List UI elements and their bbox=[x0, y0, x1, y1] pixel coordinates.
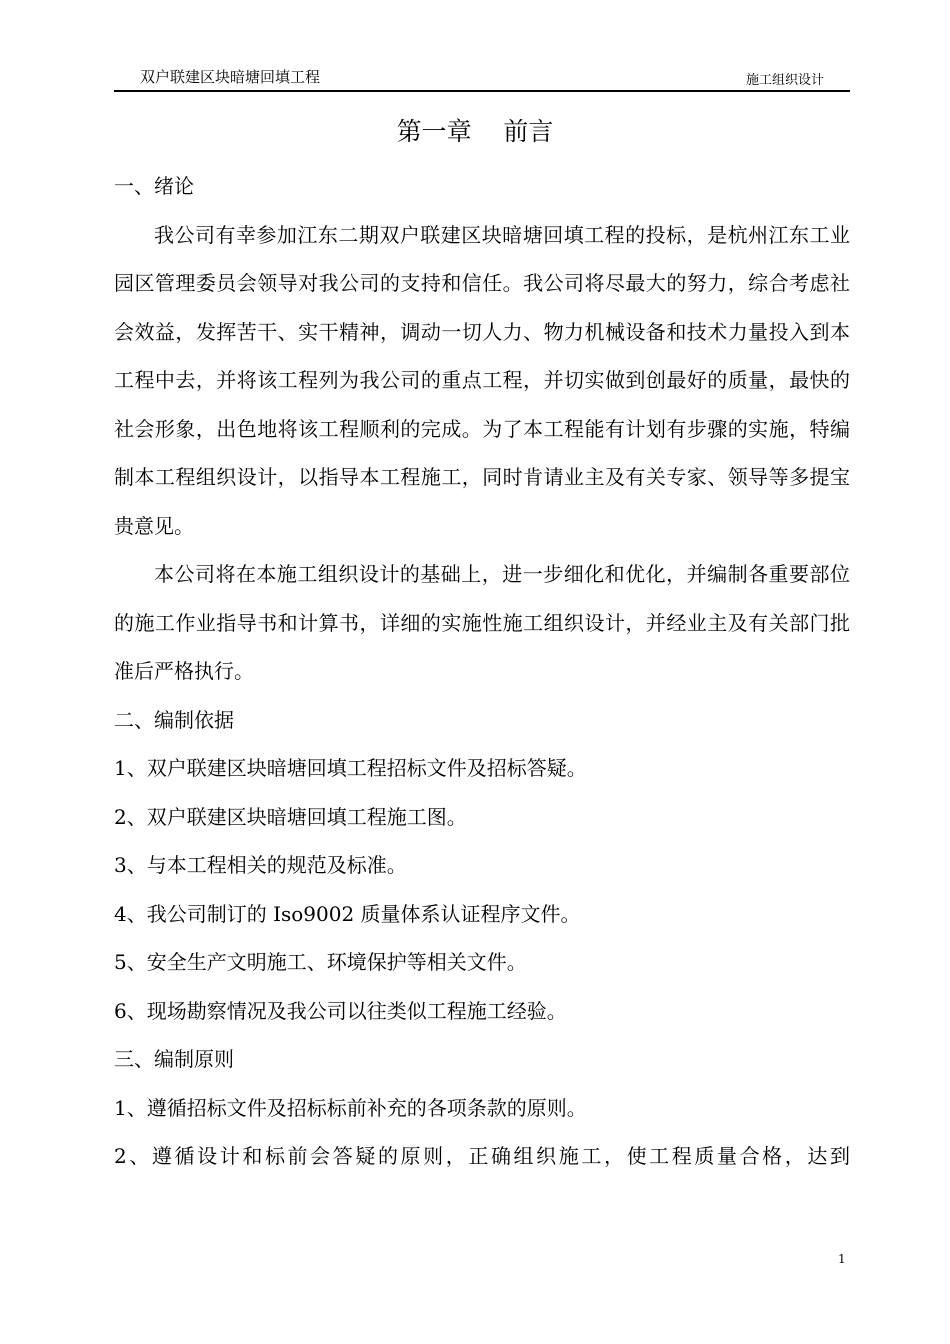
section-heading-principles: 三、编制原则 bbox=[114, 1047, 234, 1071]
intro-paragraph-1: 我公司有幸参加江东二期双户联建区块暗塘回填工程的投标，是杭州江东工业园区管理委员会领导对我公司的支持和信任。我公司将尽最大的努力，综合考虑社会效益，发挥苦干、实干精神，调动一切人力、物力机械设备和技术力量投入到本工程中去，并将该工程列为我公司的重点工程，并切实做到创最好的质量，最快的社会形象，出色地将该工程顺利的完成。为了本工程能有计划有步骤的实施，特编制本工程组织设计，以指导本工程施工，同时肯请业主及有关专家、领导等多提宝贵意见。 bbox=[114, 222, 850, 538]
chapter-title: 第一章 前言 bbox=[396, 117, 554, 146]
list-item: 1、遵循招标文件及招标标前补充的各项条款的原则。 bbox=[114, 1095, 587, 1120]
header-document-type: 施工组织设计 bbox=[745, 73, 824, 88]
page-header bbox=[114, 66, 850, 92]
list-item: 5、安全生产文明施工、环境保护等相关文件。 bbox=[114, 950, 527, 974]
list-item: 6、现场勘察情况及我公司以往类似工程施工经验。 bbox=[114, 998, 567, 1023]
list-item: 2、双户联建区块暗塘回填工程施工图。 bbox=[114, 804, 467, 829]
list-item: 2、遵循设计和标前会答疑的原则，正确组织施工，使工程质量合格，达到 bbox=[114, 1144, 850, 1168]
intro-paragraph-2: 本公司将在本施工组织设计的基础上，进一步细化和优化，并编制各重要部位的施工作业指导书和计算书，详细的实施性施工组织设计，并经业主及有关部门批准后严格执行。 bbox=[114, 562, 850, 683]
document-body bbox=[114, 162, 850, 1181]
header-project-name: 双户联建区块暗塘回填工程 bbox=[140, 68, 321, 86]
section-heading-intro: 一、绪论 bbox=[114, 174, 194, 198]
list-item: 3、与本工程相关的规范及标准。 bbox=[114, 853, 407, 877]
list-item: 1、双户联建区块暗塘回填工程招标文件及招标答疑。 bbox=[114, 756, 587, 780]
section-heading-basis: 二、编制依据 bbox=[114, 707, 234, 732]
page-number: 1 bbox=[838, 1252, 846, 1266]
list-item: 4、我公司制订的 Iso9002 质量体系认证程序文件。 bbox=[114, 901, 581, 926]
